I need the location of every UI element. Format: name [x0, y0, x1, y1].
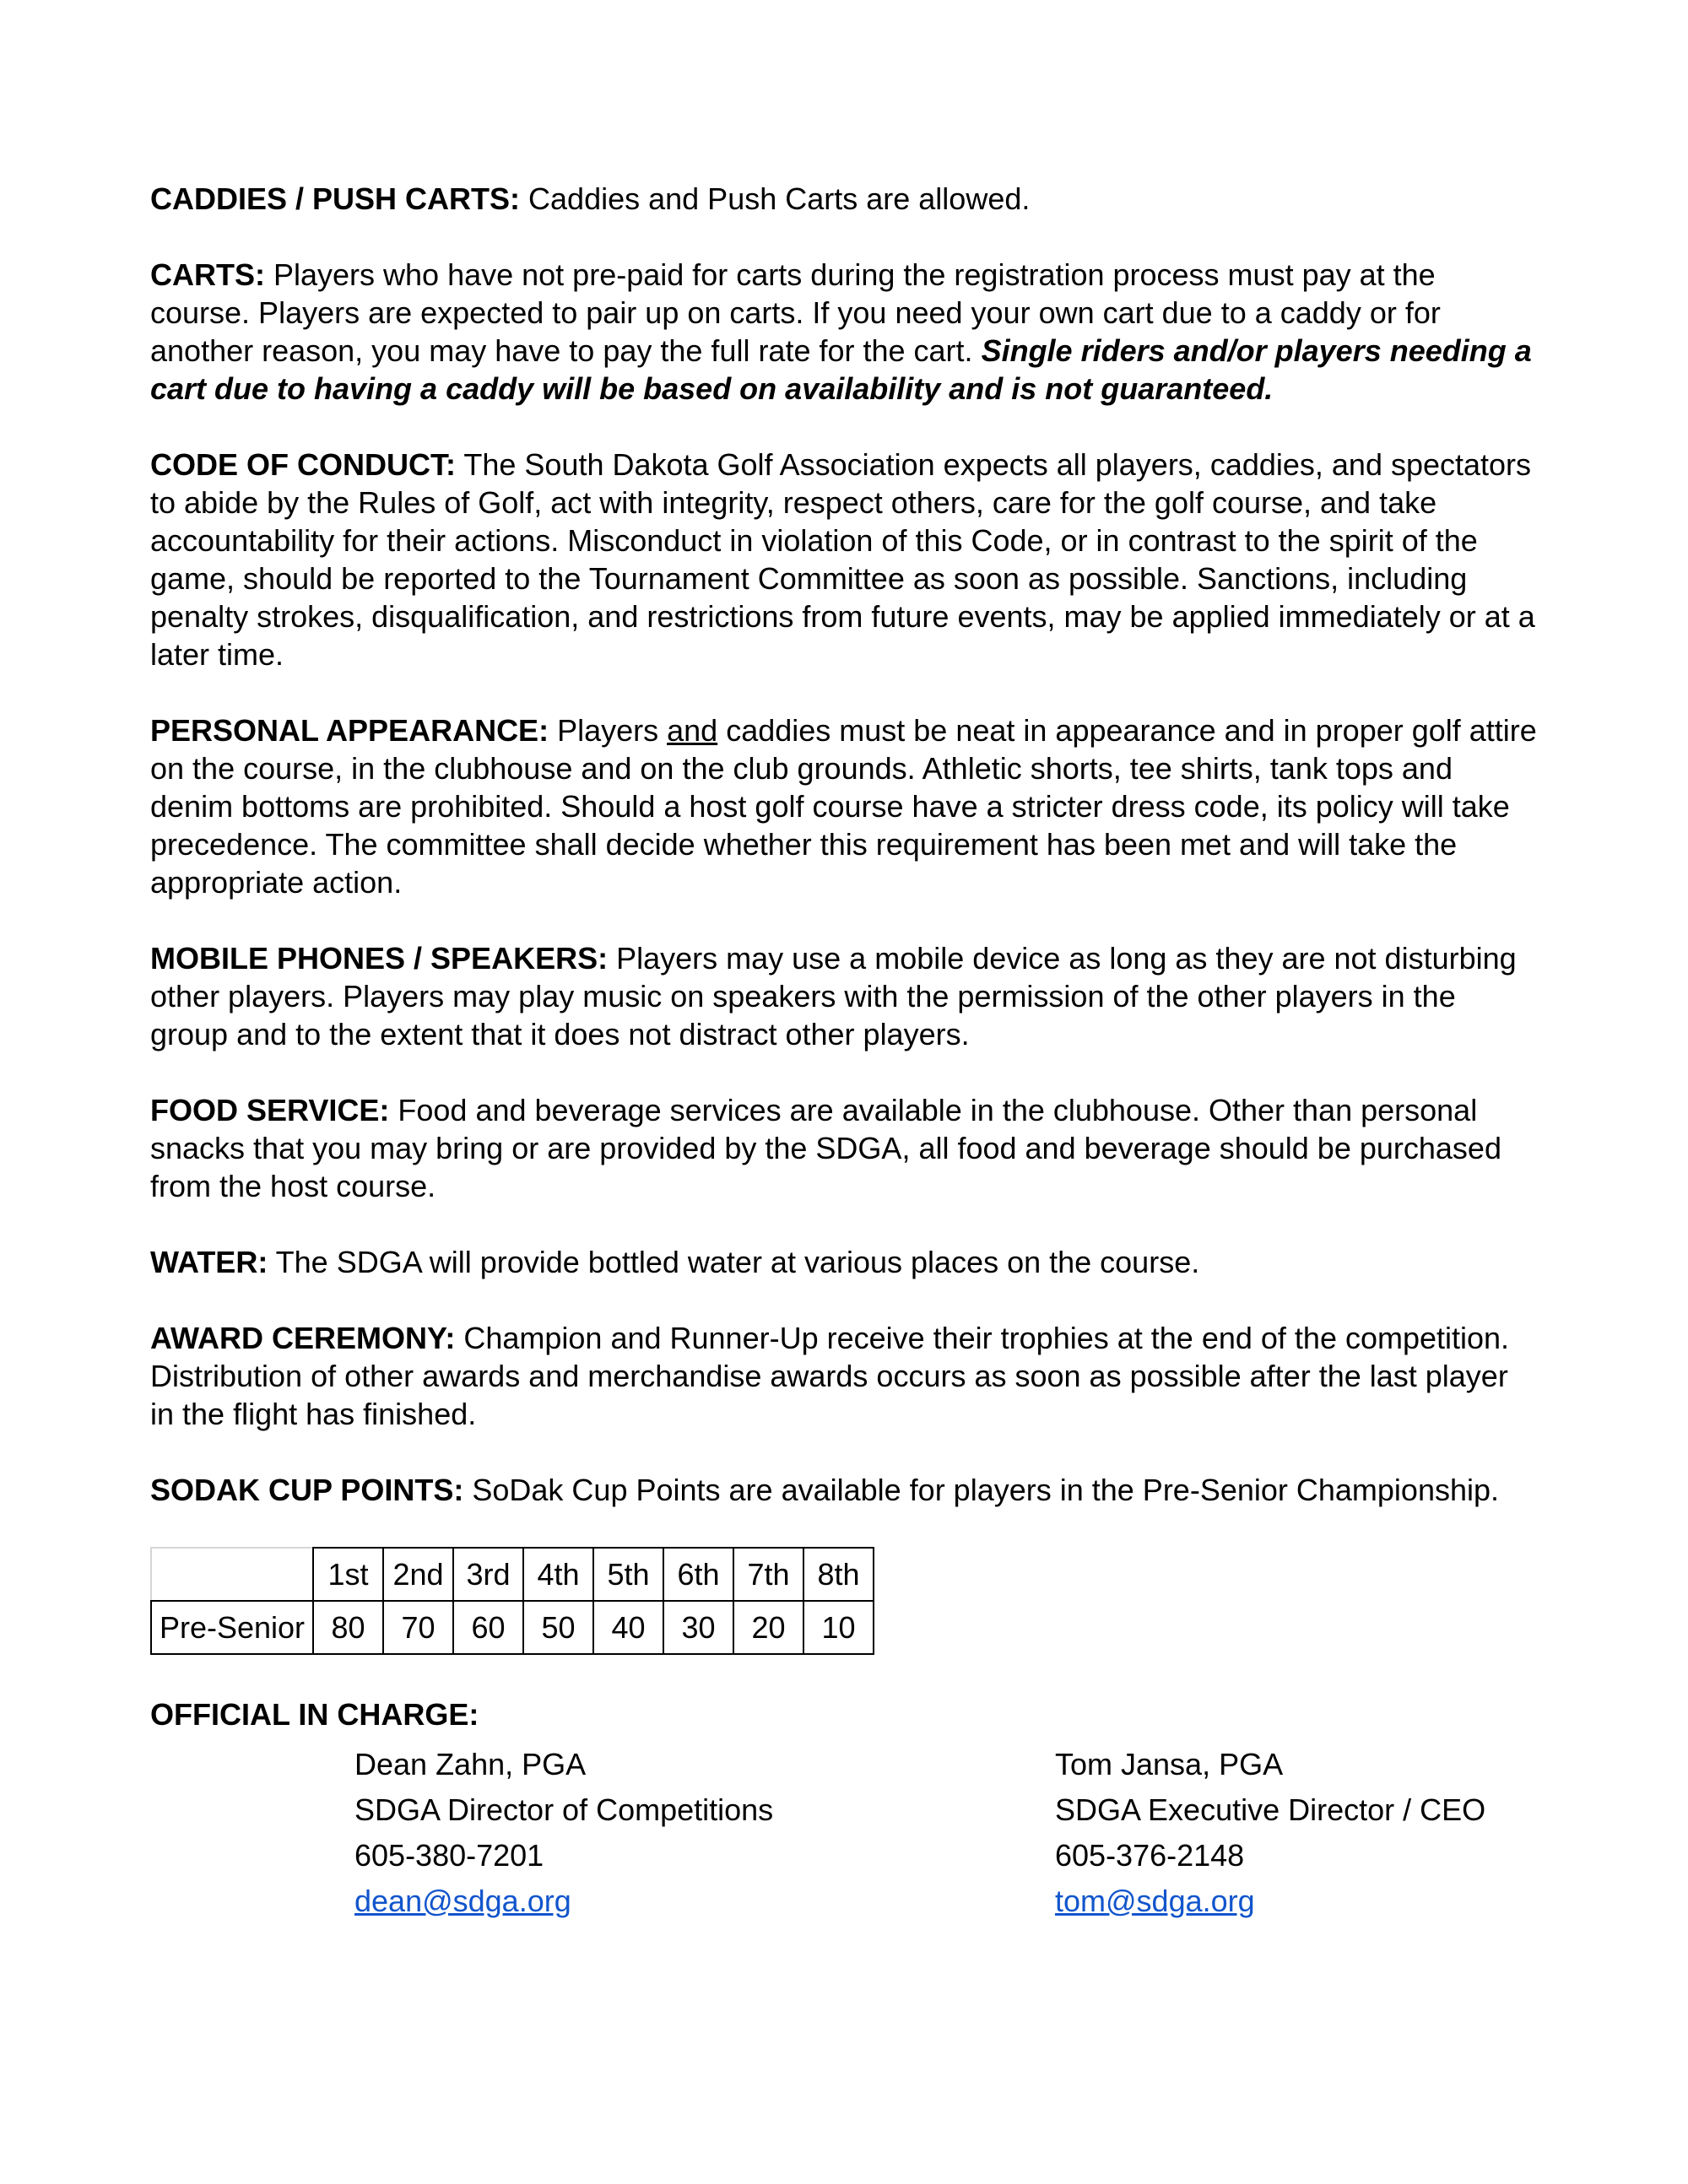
- sodak-cup-points-label: SODAK CUP POINTS:: [150, 1473, 464, 1507]
- points-value-8th: 10: [803, 1601, 874, 1654]
- paragraph-water: [150, 1243, 1539, 1281]
- points-header-1st: 1st: [313, 1548, 383, 1601]
- contact-name: Dean Zahn, PGA: [354, 1747, 587, 1781]
- contact-title: SDGA Director of Competitions: [354, 1792, 774, 1827]
- officials-contacts: [150, 1742, 1539, 1924]
- points-row-label: Pre-Senior: [151, 1601, 313, 1654]
- email-link-tom[interactable]: tom@sdga.org: [1055, 1884, 1255, 1918]
- award-ceremony-label: AWARD CEREMONY:: [150, 1321, 456, 1355]
- points-header-7th: 7th: [733, 1548, 803, 1601]
- carts-emphasis-text: Single riders and/or players needing a cart due to having a caddy will be based on availability and is not guaranteed.: [150, 333, 1532, 406]
- caddies-text: Caddies and Push Carts are allowed.: [520, 181, 1031, 216]
- points-value-4th: 50: [523, 1601, 593, 1654]
- mobile-phones-label: MOBILE PHONES / SPEAKERS:: [150, 941, 609, 976]
- points-value-7th: 20: [733, 1601, 803, 1654]
- paragraph-food-service: [150, 1091, 1539, 1205]
- points-value-5th: 40: [593, 1601, 663, 1654]
- points-value-3rd: 60: [453, 1601, 523, 1654]
- points-value-1st: 80: [313, 1601, 383, 1654]
- caddies-label: CADDIES / PUSH CARTS:: [150, 181, 521, 216]
- points-value-2nd: 70: [383, 1601, 453, 1654]
- paragraph-caddies: [150, 180, 1539, 218]
- contact-tom-jansa: [1055, 1742, 1539, 1924]
- personal-appearance-text-after: caddies must be neat in appearance and in proper golf attire on the course, in the clubhouse and on the club grounds. Athletic shorts, tee shirts, tank tops and denim bottoms are prohibited. Should a host golf course have a stricter dress code, its policy will take precedence. The committee shall decide whether this requirement has been met and will take the appropriate action.: [150, 713, 1537, 900]
- points-header-6th: 6th: [663, 1548, 733, 1601]
- official-in-charge-heading: OFFICIAL IN CHARGE:: [150, 1697, 479, 1732]
- email-link-dean[interactable]: dean@sdga.org: [354, 1884, 571, 1918]
- paragraph-sodak-cup-points: [150, 1471, 1539, 1509]
- points-header-4th: 4th: [523, 1548, 593, 1601]
- food-service-text: Food and beverage services are available in the clubhouse. Other than personal snacks that you may bring or are provided by the SDGA, all food and beverage should be purchased from the host course.: [150, 1093, 1501, 1203]
- personal-appearance-underlined-word: and: [667, 713, 718, 748]
- mobile-phones-text: Players may use a mobile device as long as they are not disturbing other players. Players may play music on speakers with the permission of the other players in the group and to the extent that it does not distract other players.: [150, 941, 1517, 1051]
- code-of-conduct-label: CODE OF CONDUCT:: [150, 447, 456, 482]
- carts-label: CARTS:: [150, 257, 265, 292]
- paragraph-personal-appearance: [150, 711, 1539, 901]
- contact-phone: 605-380-7201: [354, 1838, 544, 1873]
- sodak-cup-points-text: SoDak Cup Points are available for players in the Pre-Senior Championship.: [463, 1473, 1500, 1507]
- award-ceremony-text: Champion and Runner-Up receive their trophies at the end of the competition. Distribution of other awards and merchandise awards occurs as soon as possible after the last player in the flight has finished.: [150, 1321, 1510, 1431]
- contact-name: Tom Jansa, PGA: [1055, 1747, 1284, 1781]
- food-service-label: FOOD SERVICE:: [150, 1093, 390, 1127]
- paragraph-award-ceremony: [150, 1319, 1539, 1433]
- paragraph-mobile-phones: [150, 939, 1539, 1053]
- paragraph-code-of-conduct: [150, 446, 1539, 673]
- water-label: WATER:: [150, 1245, 268, 1279]
- points-table-header-row: [151, 1548, 874, 1601]
- paragraph-carts: [150, 256, 1539, 408]
- points-header-2nd: 2nd: [383, 1548, 453, 1601]
- points-table-corner-cell: [151, 1548, 313, 1601]
- points-table-data-row: [151, 1601, 874, 1654]
- personal-appearance-text-before: Players: [549, 713, 668, 748]
- sodak-points-table: [150, 1547, 874, 1655]
- water-text: The SDGA will provide bottled water at various places on the course.: [268, 1245, 1200, 1279]
- points-header-8th: 8th: [803, 1548, 874, 1601]
- carts-text: Players who have not pre-paid for carts during the registration process must pay at the course. Players are expected to pair up on carts. If you need your own cart due to a caddy or for another reason, you may have to pay the full rate for the cart.: [150, 257, 1441, 368]
- contact-dean-zahn: [354, 1742, 1055, 1924]
- points-header-3rd: 3rd: [453, 1548, 523, 1601]
- code-of-conduct-text: The South Dakota Golf Association expects all players, caddies, and spectators to abide by the Rules of Golf, act with integrity, respect others, care for the golf course, and take accountability for their actions. Misconduct in violation of this Code, or in contrast to the spirit of the game, should be reported to the Tournament Committee as soon as possible. Sanctions, including penalty strokes, disqualification, and restrictions from future events, may be applied immediately or at a later time.: [150, 447, 1535, 672]
- personal-appearance-label: PERSONAL APPEARANCE:: [150, 713, 549, 748]
- contact-phone: 605-376-2148: [1055, 1838, 1245, 1873]
- points-header-5th: 5th: [593, 1548, 663, 1601]
- points-value-6th: 30: [663, 1601, 733, 1654]
- contact-title: SDGA Executive Director / CEO: [1055, 1792, 1486, 1827]
